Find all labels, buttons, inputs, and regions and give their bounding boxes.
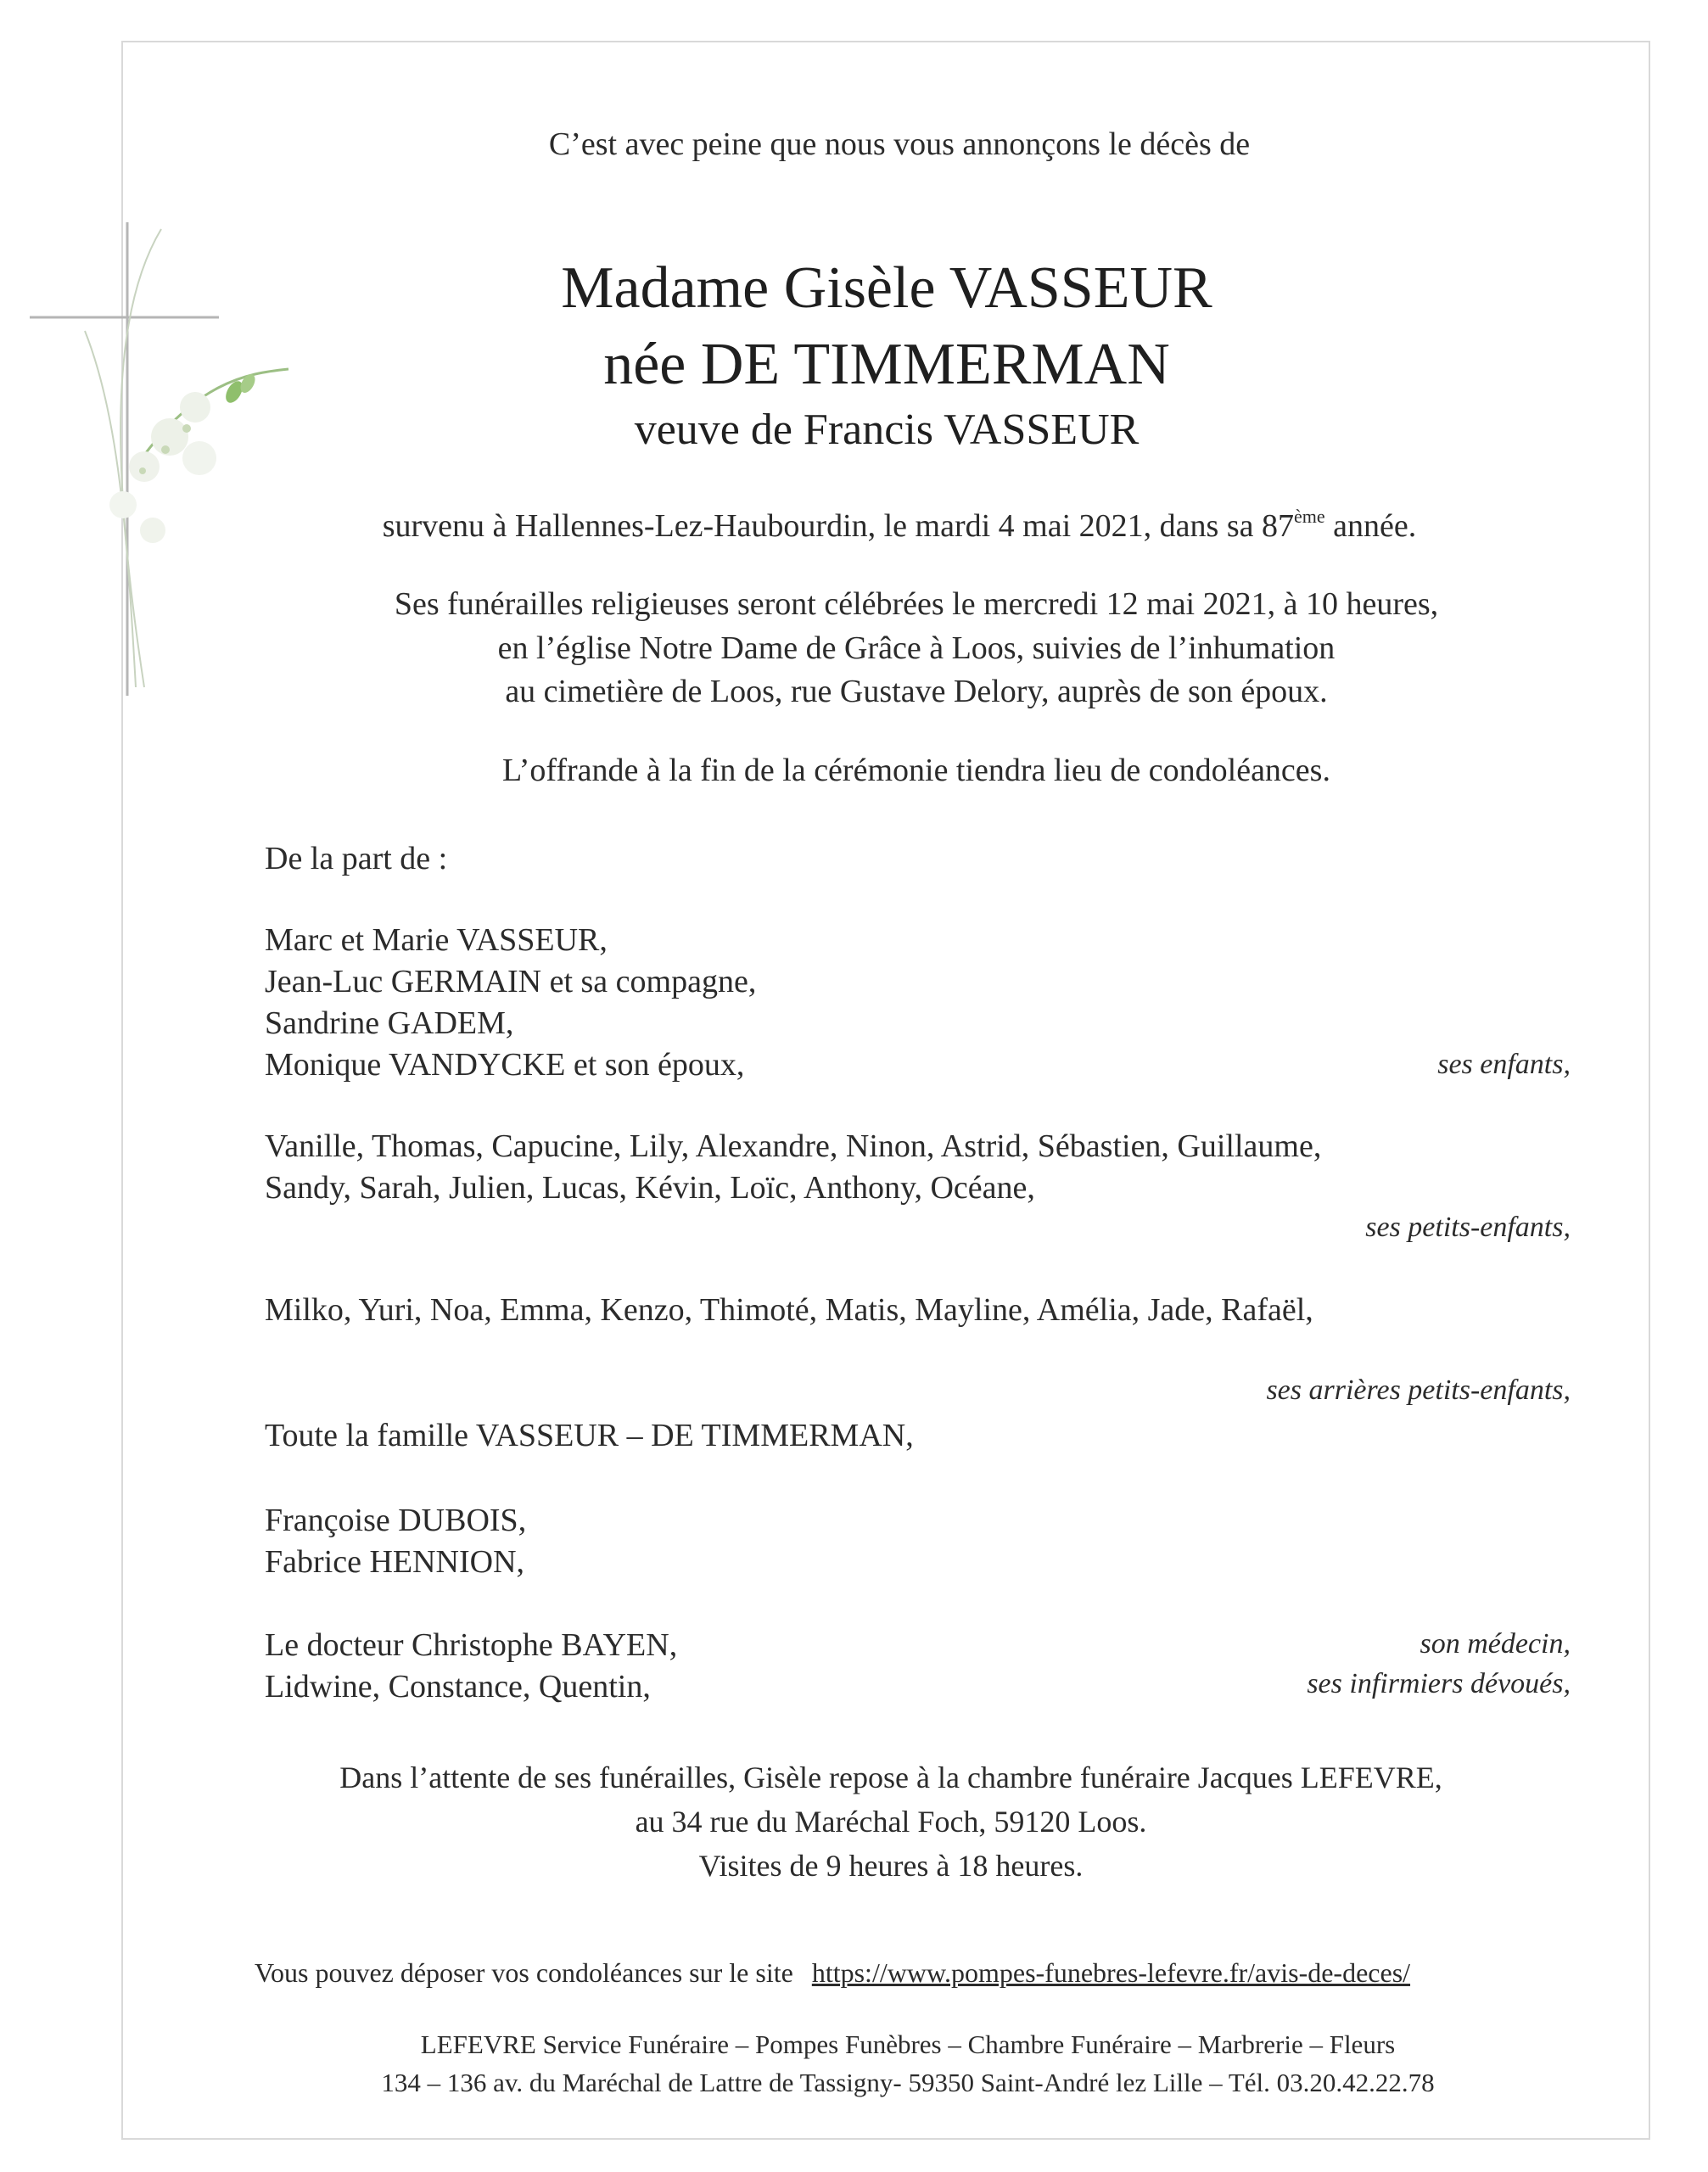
family-line: Marc et Marie VASSEUR, (265, 922, 608, 958)
relation-label: ses petits-enfants, (1365, 1212, 1571, 1243)
funeral-line: en l’église Notre Dame de Grâce à Loos, suivies de l’inhumation (497, 630, 1336, 666)
from-label: De la part de : (265, 841, 448, 876)
family-line: Monique VANDYCKE et son époux, (265, 1047, 745, 1083)
relation-label: ses arrières petits-enfants, (1266, 1374, 1571, 1406)
rest-info-line: Dans l’attente de ses funérailles, Gisèle repose à la chambre funéraire Jacques LEFEVRE, (339, 1761, 1442, 1794)
family-line: Toute la famille VASSEUR – DE TIMMERMAN, (265, 1418, 914, 1453)
family-line: Fabrice HENNION, (265, 1544, 525, 1580)
death-details-text: survenu à Hallennes-Lez-Haubourdin, le mardi 4 mai 2021, dans sa 87 (382, 508, 1294, 544)
maiden-name: née DE TIMMERMAN (603, 332, 1170, 397)
family-line: Vanille, Thomas, Capucine, Lily, Alexandre, Ninon, Astrid, Sébastien, Guillaume, (265, 1128, 1322, 1164)
cross-flower-decoration (25, 212, 305, 704)
deceased-name: Madame Gisèle VASSEUR (561, 255, 1212, 321)
death-details-sup: ème (1293, 506, 1325, 527)
rest-info-line: au 34 rue du Maréchal Foch, 59120 Loos. (635, 1805, 1147, 1839)
widow-of: veuve de Francis VASSEUR (634, 406, 1140, 454)
relation-label: ses enfants, (1437, 1049, 1571, 1080)
intro-text: C’est avec peine que nous vous annonçons le décès de (548, 126, 1251, 162)
death-details (305, 506, 1493, 545)
funeral-line: au cimetière de Loos, rue Gustave Delory, auprès de son époux. (505, 674, 1328, 709)
rest-info-line: Visites de 9 heures à 18 heures. (698, 1849, 1084, 1883)
death-details-end: année. (1324, 508, 1417, 544)
condolence-site-line (255, 1957, 1410, 1989)
funeral-line: Ses funérailles religieuses seront célébrées le mercredi 12 mai 2021, à 10 heures, (394, 586, 1439, 622)
family-line: Sandrine GADEM, (265, 1005, 514, 1041)
family-line: Milko, Yuri, Noa, Emma, Kenzo, Thimoté, Matis, Mayline, Amélia, Jade, Rafaël, (265, 1292, 1313, 1328)
relation-label: ses infirmiers dévoués, (1307, 1668, 1571, 1699)
footer-line: LEFEVRE Service Funéraire – Pompes Funèbres – Chambre Funéraire – Marbrerie – Fleurs (420, 2029, 1396, 2059)
family-line: Le docteur Christophe BAYEN, (265, 1627, 678, 1663)
family-line: Jean-Luc GERMAIN et sa compagne, (265, 964, 757, 999)
offering-note: L’offrande à la fin de la cérémonie tiendra lieu de condoléances. (502, 753, 1330, 788)
condolence-site-text: Vous pouvez déposer vos condoléances sur le site (255, 1957, 793, 1988)
family-line: Lidwine, Constance, Quentin, (265, 1669, 651, 1705)
condolence-site-link[interactable]: https://www.pompes-funebres-lefevre.fr/avis-de-deces/ (811, 1957, 1411, 1988)
footer-line: 134 – 136 av. du Maréchal de Lattre de Tassigny- 59350 Saint-André lez Lille – Tél. 03.20.42.22.78 (381, 2068, 1435, 2097)
family-line: Françoise DUBOIS, (265, 1503, 527, 1538)
relation-label: son médecin, (1420, 1628, 1571, 1660)
family-line: Sandy, Sarah, Julien, Lucas, Kévin, Loïc, Anthony, Océane, (265, 1170, 1035, 1206)
